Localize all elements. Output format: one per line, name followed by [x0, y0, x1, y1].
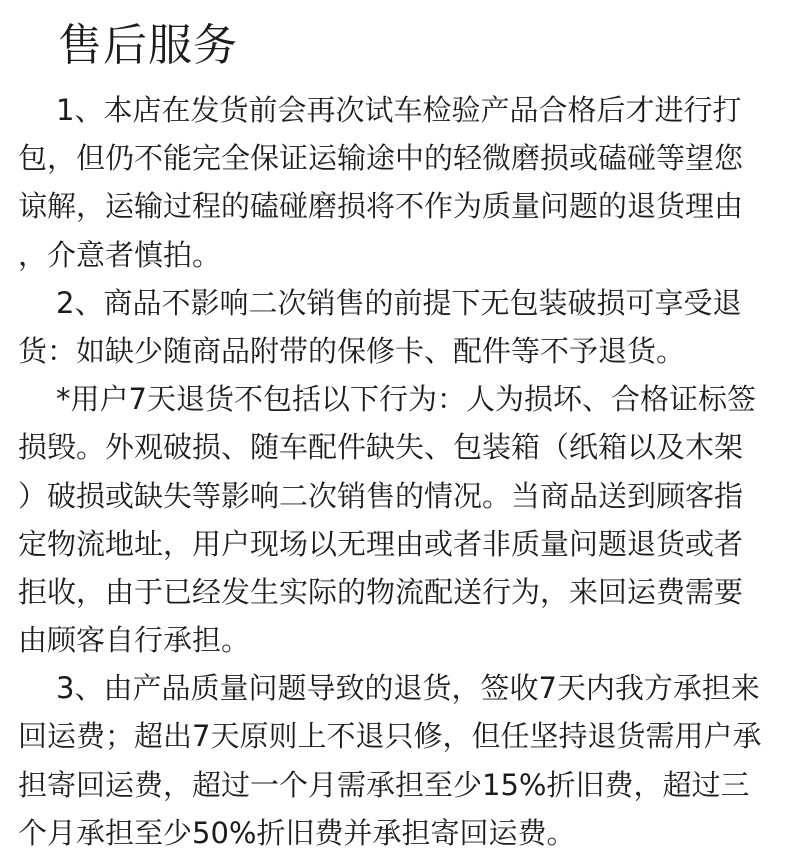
policy-line: 货：如缺少随商品附带的保修卡、配件等不予退货。: [18, 333, 686, 368]
policy-line: ）破损或缺失等影响二次销售的情况。当商品送到顾客指: [18, 478, 744, 513]
policy-line: 回运费；超出7天原则上不退只修，但任坚持退货需用户承: [18, 719, 762, 754]
policy-line: 2、商品不影响二次销售的前提下无包装破损可享受退: [56, 285, 742, 320]
policy-line: 拒收，由于已经发生实际的物流配送行为，来回运费需要: [18, 574, 744, 609]
policy-line: 谅解，运输过程的磕碰磨损将不作为质量问题的退货理由: [18, 189, 744, 224]
policy-line: 损毁。外观破损、随车配件缺失、包装箱（纸箱以及木架: [18, 430, 744, 465]
policy-text: [18, 86, 778, 857]
policy-line: 由顾客自行承担。: [18, 623, 251, 658]
policy-line: *用户7天退货不包括以下行为：人为损坏、合格证标签: [56, 382, 756, 417]
policy-line: 包，但仍不能完全保证运输途中的轻微磨损或磕碰等望您: [18, 141, 744, 176]
policy-line: 担寄回运费，超过一个月需承担至少15%折旧费，超过三: [18, 767, 750, 802]
page-title: 售后服务: [58, 20, 238, 71]
policy-line: 1、本店在发货前会再次试车检验产品合格后才进行打: [56, 93, 742, 127]
policy-line: ，介意者慎拍。: [18, 237, 222, 272]
policy-line: 个月承担至少50%折旧费并承担寄回运费。: [18, 815, 576, 850]
policy-line: 定物流地址，用户现场以无理由或者非质量问题退货或者: [18, 526, 744, 561]
policy-line: 3、由产品质量问题导致的退货，签收7天内我方承担来: [56, 671, 760, 706]
